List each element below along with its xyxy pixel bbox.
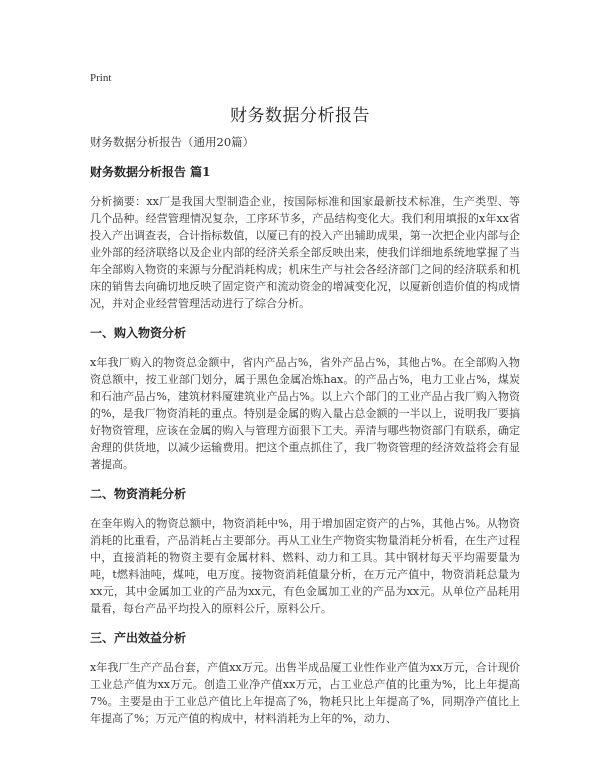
document-subtitle: 财务数据分析报告（通用20篇） [90,135,255,149]
page-title: 财务数据分析报告 [230,106,370,126]
section-text-output: x年我厂生产产品台套，产值xx万元。出售半成品厦工业性作业产值为xx万元，合计现价工业总产值为xx万元。创造工业净产值xx万元，占工业总产值的比重为%，比上年提高7%。主要是由于工业总产值比上年提高了%，物耗只比上年提高了%，同期净产值比上年提高了%；万元产值的构成中，材料消耗为上年的%，动力、 [90,661,520,725]
section-heading-output: 三、产出效益分析 [90,631,187,645]
document-body [90,133,520,739]
article-heading: 财务数据分析报告 篇1 [90,165,211,179]
section-heading-consumption: 二、物资消耗分析 [90,487,187,501]
intro-paragraph: 分析摘要：xx厂是我国大型制造企业，按国际标准和国家最新技术标准，生产类型、等几个品种。经营管理情况复杂，工序环节多，产品结构变化大。我们利用填报的x年xx省投入产出调查表，合计指标数值，以厦已有的投入产出辅助成果，第一次把企业内部与企业外部的经济联络以及企业内部的经济关系全部反映出来，使我们详细地系统地掌握了当年全部购入物资的来源与分配消耗构成；机床生产与社会各经济部门之间的经济联系和机床的销售去向确切地反映了固定资产和流动资金的增减变化况，以厦新创造价值的构成情况，并对企业经营管理活动进行了综合分析。 [90,195,520,310]
section-text-purchase: x年我厂购入的物资总金额中，省内产品占%，省外产品占%，其他占%。在全部购入物资总额中，按工业部门划分，属于黑色金属冶炼hax。的产品占%，电力工业占%，煤炭和石油产品占%，建筑材料厦建筑业产品占%。以上六个部门的工业产品占我厂购入物资的%，是我厂物资消耗的重点。特别是金属的购入量占总金额的一半以上，说明我厂要搞好物资管理，应该在金属的购入与管理方面狠下工夫。弄清与哪些物资部门有联系，确定舍理的供货地，以减少运输费用。把这个重点抓住了，我厂物资管理的经济效益将会有显著提高。 [90,356,520,471]
section-text-consumption: 在奎年购入的物资总额中，物资消耗中%，用于增加固定资产的占%，其他占%。从物资消耗的比重看，产品消耗占主要部分。再从工业生产物资实物量消耗分析看，在生产过程中，直接消耗的物资主要有金属材料、燃料、动力和工具。其中钢材每天平均需要量为吨，t燃料油吨，煤吨，电万度。接物资消耗值量分析，在万元产值中，物资消耗总量为xx元，其中金属加工业的产品为xx元，有色金属加工业的产品为xx元。从单位产品耗用量看，每台产品平均投入的原料公斤，原料公斤。 [90,517,520,615]
print-link[interactable]: Print [90,72,112,84]
section-heading-purchase: 一、购入物资分析 [90,326,187,340]
